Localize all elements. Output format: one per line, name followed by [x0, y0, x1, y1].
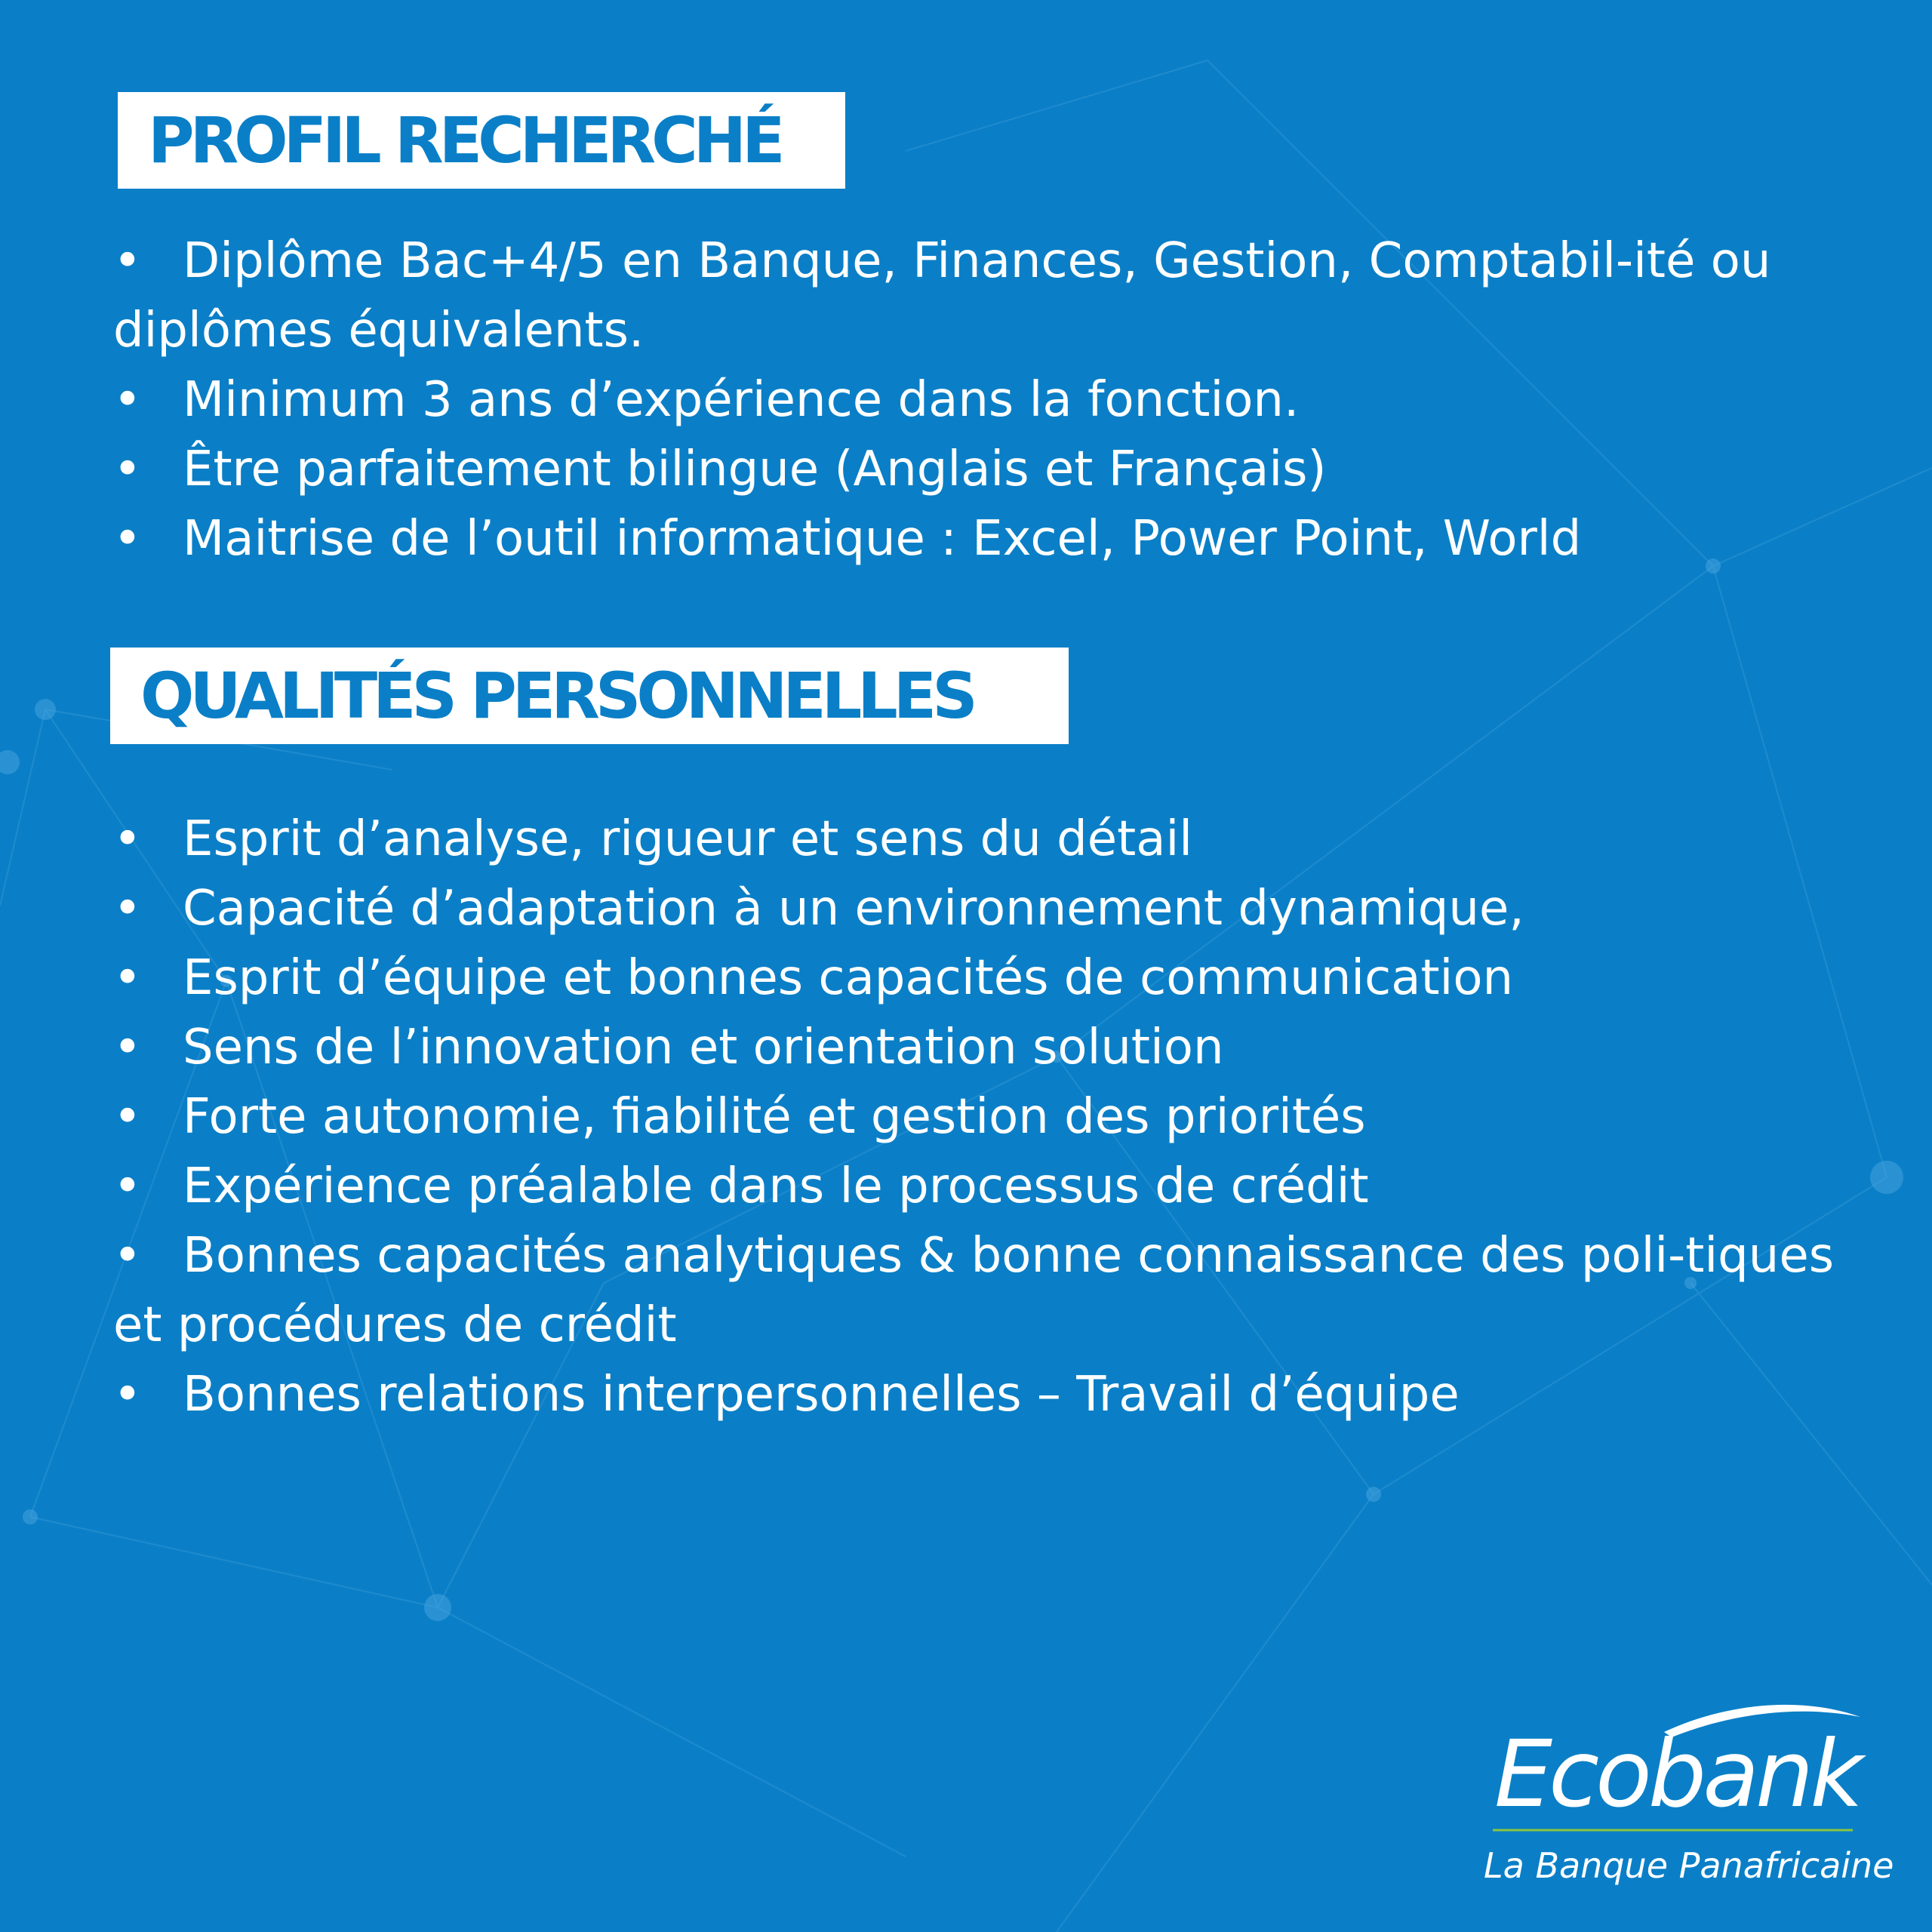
- list-item-text: Sens de l’innovation et orientation solution: [183, 1020, 1224, 1075]
- section-header-qualites: [110, 648, 1069, 744]
- bullet-icon: •: [113, 1089, 142, 1145]
- bullet-icon: •: [113, 511, 142, 567]
- bullet-icon: •: [113, 1158, 142, 1214]
- bullet-icon: •: [113, 233, 142, 289]
- list-item: [113, 804, 1864, 874]
- section-header-profil: [118, 92, 845, 189]
- list-item: [113, 943, 1864, 1013]
- ecobank-logo: [1479, 1690, 1894, 1902]
- list-item: [113, 435, 1864, 504]
- bullet-icon: •: [113, 881, 142, 937]
- list-item-text: Expérience préalable dans le processus de crédit: [183, 1158, 1369, 1214]
- list-item-text: Capacité d’adaptation à un environnement dynamique,: [183, 881, 1524, 937]
- bullet-icon: •: [113, 441, 142, 497]
- list-item-text: Esprit d’équipe et bonnes capacités de communication: [183, 950, 1514, 1006]
- list-item-text: Forte autonomie, fiabilité et gestion des priorités: [183, 1089, 1366, 1145]
- list-item: [113, 874, 1864, 943]
- list-item: [113, 1152, 1864, 1221]
- bullet-icon: •: [113, 1367, 142, 1423]
- bullet-icon: •: [113, 1228, 142, 1284]
- list-item: [113, 1013, 1864, 1082]
- logo-tagline: La Banque Panafricaine: [1484, 1845, 1894, 1886]
- qualites-list: [113, 804, 1864, 1429]
- logo-wordmark: Ecobank: [1494, 1721, 1860, 1828]
- list-item: [113, 1082, 1864, 1152]
- list-item-text: Diplôme Bac+4/5 en Banque, Finances, Gestion, Comptabil-ité ou diplômes équivalents.: [113, 233, 1771, 358]
- profil-list: [113, 226, 1864, 574]
- bullet-icon: •: [113, 950, 142, 1006]
- bullet-icon: •: [113, 372, 142, 428]
- list-item-text: Esprit d’analyse, rigueur et sens du détail: [183, 811, 1193, 867]
- section-title: PROFIL RECHERCHÉ: [148, 103, 781, 177]
- section-title: QUALITÉS PERSONNELLES: [140, 659, 974, 733]
- list-item: [113, 1360, 1864, 1429]
- bullet-icon: •: [113, 811, 142, 867]
- list-item-text: Être parfaitement bilingue (Anglais et Français): [183, 441, 1327, 497]
- list-item: [113, 365, 1864, 435]
- list-item-text: Minimum 3 ans d’expérience dans la fonction.: [183, 372, 1300, 428]
- list-item: [113, 504, 1864, 574]
- list-item-text: Bonnes capacités analytiques & bonne connaissance des poli-tiques et procédures de crédit: [113, 1228, 1835, 1353]
- list-item: [113, 226, 1864, 365]
- list-item: [113, 1221, 1864, 1360]
- list-item-text: Maitrise de l’outil informatique : Excel, Power Point, World: [183, 511, 1582, 567]
- bullet-icon: •: [113, 1020, 142, 1075]
- list-item-text: Bonnes relations interpersonnelles – Travail d’équipe: [183, 1367, 1460, 1423]
